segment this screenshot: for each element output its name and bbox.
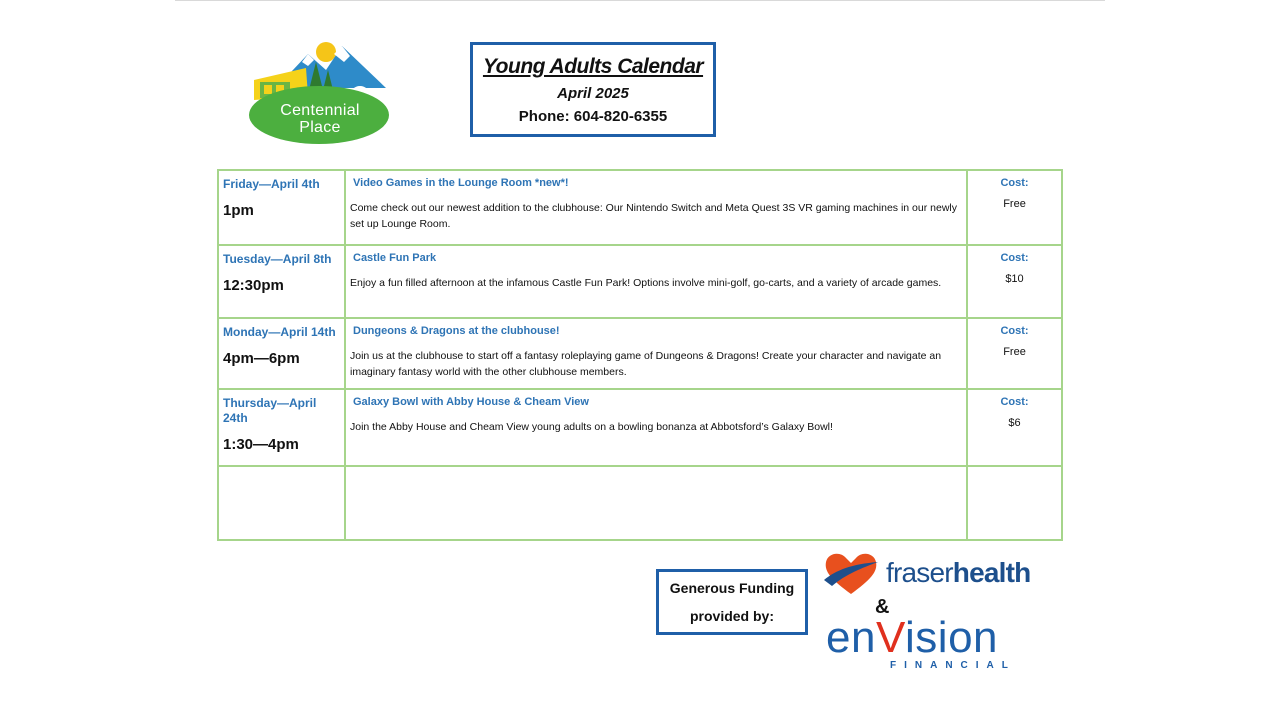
empty-cell <box>218 466 345 540</box>
event-cost-cell <box>967 389 1062 466</box>
cost-value: Free <box>1003 346 1026 358</box>
cost-label: Cost: <box>1000 396 1029 408</box>
empty-table-row <box>218 466 1062 540</box>
event-title: Galaxy Bowl with Abby House & Cheam View <box>353 396 589 408</box>
envision-wordmark <box>826 613 998 663</box>
funding-box <box>656 569 808 635</box>
funding-text-line2: provided by: <box>689 608 774 624</box>
contact-phone: Phone: 604-820-6355 <box>518 108 668 125</box>
event-description: Come check out our newest addition to the clubhouse: Our Nintendo Switch and Meta Quest 3S VR gaming machines in our newly set up Lounge Room. <box>350 202 957 230</box>
event-date: Friday—April 4th <box>223 177 320 191</box>
event-title: Video Games in the Lounge Room *new*! <box>353 177 569 189</box>
cost-value: $10 <box>1005 273 1024 285</box>
top-rule <box>175 0 1105 1</box>
event-cost-cell <box>967 245 1062 318</box>
table-row <box>218 170 1062 245</box>
envision-financial-logo <box>826 613 1030 675</box>
envision-wordmark-v: V <box>875 613 906 662</box>
event-details-cell <box>345 389 967 466</box>
logo-text-line2: Place <box>299 119 341 136</box>
envision-wordmark-post: ision <box>905 613 999 662</box>
cost-label: Cost: <box>1000 325 1029 337</box>
event-date: Tuesday—April 8th <box>223 252 332 266</box>
cost-value: Free <box>1003 198 1026 210</box>
envision-subtitle: FINANCIAL <box>890 660 1016 671</box>
event-time: 12:30pm <box>223 277 284 294</box>
fraser-health-logo <box>822 550 1031 596</box>
event-date: Monday—April 14th <box>223 325 336 339</box>
centennial-place-logo <box>246 40 394 146</box>
event-title: Castle Fun Park <box>353 252 437 264</box>
event-title: Dungeons & Dragons at the clubhouse! <box>353 325 560 337</box>
empty-cell <box>345 466 967 540</box>
empty-cell <box>967 466 1062 540</box>
table-row <box>218 245 1062 318</box>
event-date-cell <box>218 389 345 466</box>
event-date-cell <box>218 318 345 389</box>
events-table <box>217 169 1063 541</box>
event-details-cell <box>345 170 967 245</box>
event-date-cell <box>218 245 345 318</box>
calendar-month: April 2025 <box>557 85 629 102</box>
event-description: Join us at the clubhouse to start off a fantasy roleplaying game of Dungeons & Dragons! Create your character and navigate an imaginary fantasy world with the other clubhouse members. <box>350 350 942 378</box>
envision-wordmark-pre: en <box>826 613 876 662</box>
cost-label: Cost: <box>1000 177 1029 189</box>
event-description: Join the Abby House and Cheam View young adults on a bowling bonanza at Abbotsford’s Galaxy Bowl! <box>350 421 833 433</box>
funding-text-line1: Generous Funding <box>669 580 795 596</box>
event-time: 4pm—6pm <box>223 350 300 367</box>
event-details-cell <box>345 318 967 389</box>
page-title: Young Adults Calendar <box>482 55 704 78</box>
fraser-wordmark-part1: fraser <box>886 557 953 588</box>
event-cost-cell <box>967 318 1062 389</box>
calendar-title-box <box>470 42 716 137</box>
event-details-cell <box>345 245 967 318</box>
table-row <box>218 318 1062 389</box>
logo-text-line1: Centennial <box>280 102 360 119</box>
event-date-cell <box>218 170 345 245</box>
cost-value: $6 <box>1008 417 1021 429</box>
event-description: Enjoy a fun filled afternoon at the infamous Castle Fun Park! Options involve mini-golf, go-carts, and a variety of arcade games. <box>350 277 942 289</box>
table-row <box>218 389 1062 466</box>
sponsor-ampersand: & <box>875 596 890 618</box>
event-cost-cell <box>967 170 1062 245</box>
fraser-health-heart-icon <box>822 550 880 596</box>
fraser-wordmark-part2: health <box>952 557 1031 588</box>
event-time: 1pm <box>223 202 254 219</box>
event-time: 1:30—4pm <box>223 436 299 453</box>
fraser-health-wordmark <box>886 557 1030 589</box>
event-date: Thursday—April 24th <box>223 396 317 425</box>
cost-label: Cost: <box>1000 252 1029 264</box>
